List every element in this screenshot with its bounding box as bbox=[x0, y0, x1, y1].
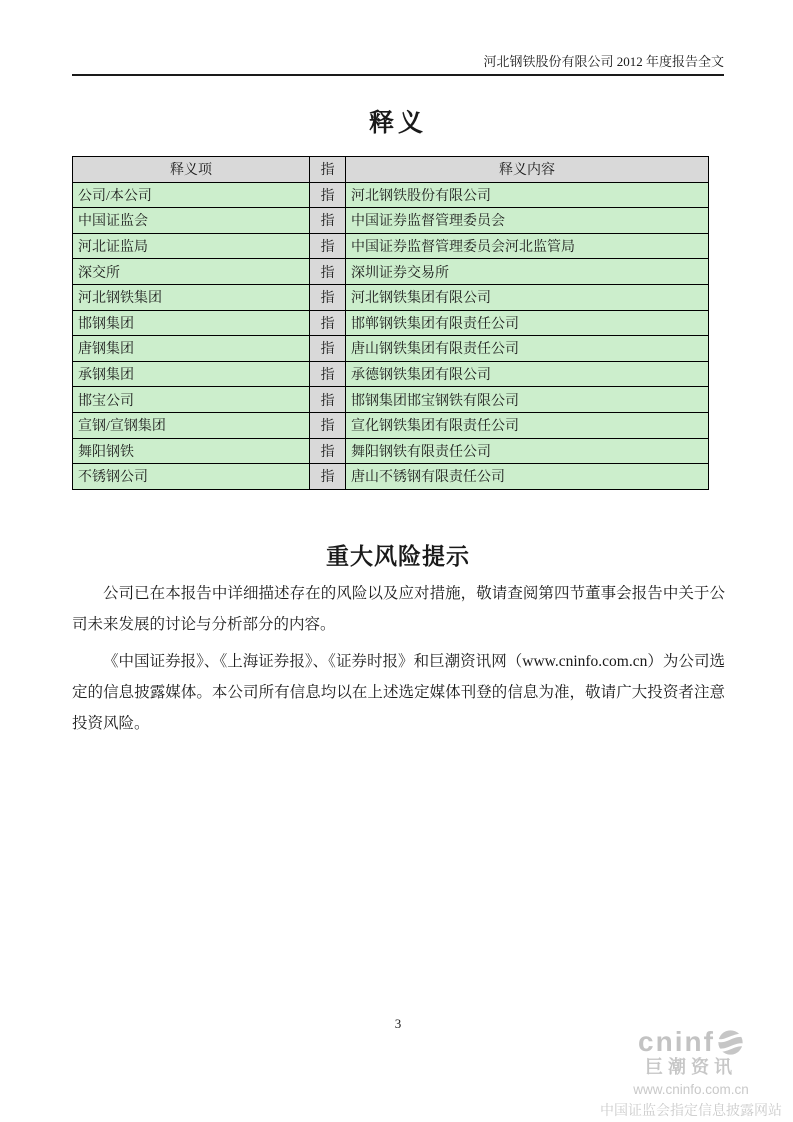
table-row bbox=[73, 412, 709, 438]
term-cell: 宣钢/宣钢集团 bbox=[73, 412, 310, 438]
zhi-cell: 指 bbox=[310, 310, 346, 336]
column-header-zhi: 指 bbox=[310, 157, 346, 183]
zhi-cell: 指 bbox=[310, 259, 346, 285]
table-row bbox=[73, 387, 709, 413]
term-cell: 公司/本公司 bbox=[73, 182, 310, 208]
cninfo-logo-text: cninf bbox=[638, 1026, 715, 1057]
table-row bbox=[73, 464, 709, 490]
meaning-cell: 河北钢铁股份有限公司 bbox=[346, 182, 709, 208]
meaning-cell: 中国证券监督管理委员会河北监管局 bbox=[346, 233, 709, 259]
meaning-cell: 深圳证券交易所 bbox=[346, 259, 709, 285]
meaning-cell: 承德钢铁集团有限公司 bbox=[346, 361, 709, 387]
table-row bbox=[73, 259, 709, 285]
zhi-cell: 指 bbox=[310, 438, 346, 464]
term-cell: 舞阳钢铁 bbox=[73, 438, 310, 464]
term-cell: 唐钢集团 bbox=[73, 336, 310, 362]
cninfo-brand-text: 巨潮资讯 bbox=[645, 1057, 737, 1077]
meaning-cell: 邯钢集团邯宝钢铁有限公司 bbox=[346, 387, 709, 413]
meaning-cell: 河北钢铁集团有限公司 bbox=[346, 284, 709, 310]
zhi-cell: 指 bbox=[310, 464, 346, 490]
meaning-cell: 唐山钢铁集团有限责任公司 bbox=[346, 336, 709, 362]
meaning-cell: 宣化钢铁集团有限责任公司 bbox=[346, 412, 709, 438]
term-cell: 邯钢集团 bbox=[73, 310, 310, 336]
zhi-cell: 指 bbox=[310, 387, 346, 413]
zhi-cell: 指 bbox=[310, 412, 346, 438]
zhi-cell: 指 bbox=[310, 361, 346, 387]
table-row bbox=[73, 284, 709, 310]
table-row bbox=[73, 361, 709, 387]
cninfo-swirl-icon bbox=[717, 1029, 744, 1056]
table-row bbox=[73, 233, 709, 259]
risk-paragraph-2: 《中国证券报》、《上海证券报》、《证券时报》和巨潮资讯网（www.cninfo.com.cn）为公司选定的信息披露媒体。本公司所有信息均以在上述选定媒体刊登的信息为准，敬请广大投资者注意投资风险。 bbox=[72, 653, 725, 732]
meaning-cell: 邯郸钢铁集团有限责任公司 bbox=[346, 310, 709, 336]
definitions-table bbox=[72, 156, 709, 490]
running-header: 河北钢铁股份有限公司 2012 年度报告全文 bbox=[72, 52, 724, 76]
meaning-cell: 唐山不锈钢有限责任公司 bbox=[346, 464, 709, 490]
zhi-cell: 指 bbox=[310, 208, 346, 234]
term-cell: 河北钢铁集团 bbox=[73, 284, 310, 310]
table-row bbox=[73, 336, 709, 362]
term-cell: 深交所 bbox=[73, 259, 310, 285]
page-number: 3 bbox=[394, 1016, 402, 1031]
definitions-title: 释义 bbox=[368, 110, 427, 137]
table-row bbox=[73, 182, 709, 208]
risk-paragraph-1: 公司已在本报告中详细描述存在的风险以及应对措施，敬请查阅第四节董事会报告中关于公司未来发展的讨论与分析部分的内容。 bbox=[72, 585, 725, 633]
zhi-cell: 指 bbox=[310, 284, 346, 310]
cninfo-watermark bbox=[595, 1028, 787, 1119]
table-row bbox=[73, 438, 709, 464]
table-header-row bbox=[73, 157, 709, 183]
meaning-cell: 中国证券监督管理委员会 bbox=[346, 208, 709, 234]
zhi-cell: 指 bbox=[310, 233, 346, 259]
cninfo-logo bbox=[595, 1028, 787, 1056]
cninfo-tagline: 中国证监会指定信息披露网站 bbox=[600, 1102, 782, 1118]
term-cell: 承钢集团 bbox=[73, 361, 310, 387]
term-cell: 中国证监会 bbox=[73, 208, 310, 234]
zhi-cell: 指 bbox=[310, 336, 346, 362]
risk-notice-title: 重大风险提示 bbox=[326, 544, 470, 569]
column-header-meaning: 释义内容 bbox=[346, 157, 709, 183]
term-cell: 河北证监局 bbox=[73, 233, 310, 259]
column-header-term: 释义项 bbox=[73, 157, 310, 183]
table-row bbox=[73, 208, 709, 234]
meaning-cell: 舞阳钢铁有限责任公司 bbox=[346, 438, 709, 464]
table-row bbox=[73, 310, 709, 336]
term-cell: 不锈钢公司 bbox=[73, 464, 310, 490]
zhi-cell: 指 bbox=[310, 182, 346, 208]
term-cell: 邯宝公司 bbox=[73, 387, 310, 413]
cninfo-url: www.cninfo.com.cn bbox=[633, 1082, 749, 1097]
